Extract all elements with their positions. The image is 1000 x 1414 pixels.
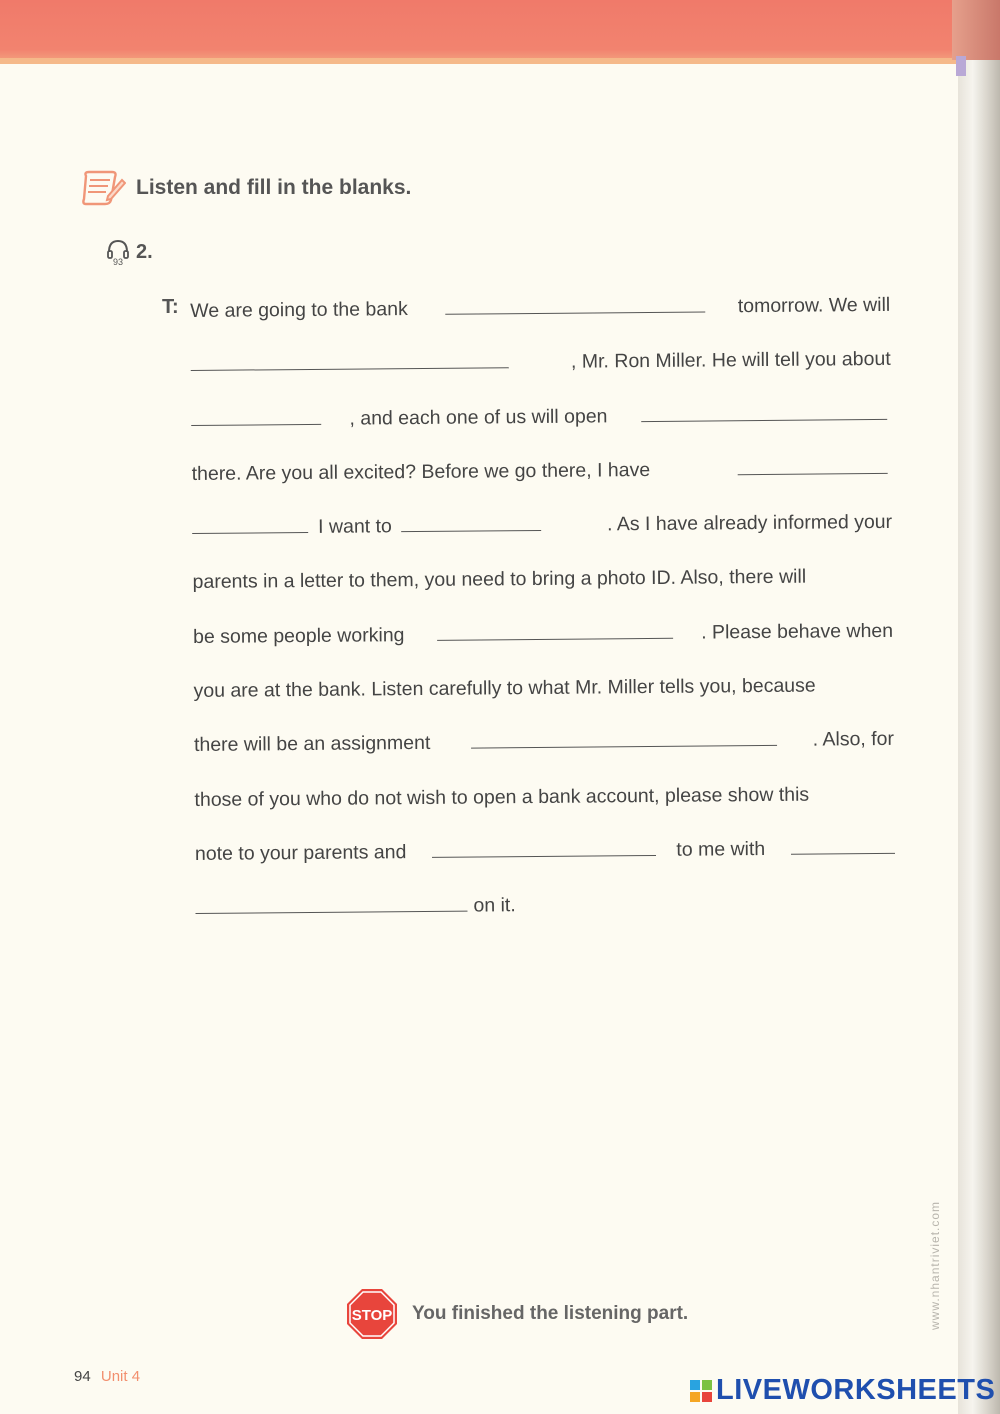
blank-6[interactable]: [192, 512, 308, 534]
text-segment: there will be an assignment: [193, 732, 436, 757]
page-edge-top: [952, 0, 1000, 60]
text-line: [192, 495, 892, 555]
text-line: [194, 712, 894, 772]
blank-3[interactable]: [191, 403, 321, 425]
text-segment: on it.: [473, 894, 516, 917]
text-line: [193, 658, 893, 718]
text-segment: . As I have already informed your: [606, 511, 893, 536]
speaker-label: T:: [162, 296, 179, 318]
text-segment: . Also, for: [812, 728, 895, 751]
unit-label: Unit 4: [100, 1368, 141, 1385]
blank-12[interactable]: [195, 891, 467, 914]
stop-text: You finished the listening part.: [412, 1303, 689, 1324]
text-segment: , and each one of us will open: [349, 404, 613, 430]
text-segment: be some people working: [192, 623, 410, 648]
brand-name: LIVEWORKSHEETS: [716, 1374, 996, 1406]
top-color-band: [0, 0, 1000, 62]
book-page-edge: [958, 0, 1000, 1414]
blank-11[interactable]: [791, 833, 895, 855]
text-segment: . Please behave when: [701, 619, 894, 644]
text-line: [191, 441, 891, 501]
headphones-icon: [106, 238, 130, 266]
blank-5[interactable]: [738, 453, 888, 475]
stop-notice: [346, 1288, 688, 1340]
exercise-heading: [80, 168, 411, 208]
text-segment: you are at the bank. Listen carefully to what Mr. Miller tells you, because: [193, 674, 816, 703]
text-segment: parents in a letter to them, you need to bring a photo ID. Also, there will: [192, 566, 807, 594]
text-segment: note to your parents and: [194, 841, 412, 865]
stop-sign-icon: [346, 1288, 398, 1340]
text-line: [190, 278, 890, 338]
item-number: [106, 238, 153, 266]
text-segment: there. Are you all excited? Before we go there, I have: [191, 458, 656, 485]
text-line: [192, 549, 892, 609]
blank-1[interactable]: [445, 292, 705, 315]
text-line: [195, 875, 895, 935]
track-number: 93: [112, 257, 124, 266]
text-segment: to me with: [676, 837, 771, 861]
text-line: [191, 386, 891, 446]
dialogue-text: [190, 278, 896, 936]
page-edge-tab: [956, 56, 966, 76]
top-band-stripe: [0, 58, 960, 64]
text-segment: tomorrow. We will: [737, 293, 891, 318]
text-line: [195, 821, 895, 881]
blank-8[interactable]: [437, 618, 673, 641]
text-segment: , Mr. Ron Miller. He will tell you about: [570, 348, 891, 373]
blank-2[interactable]: [191, 348, 509, 372]
page-footer: [74, 1368, 140, 1385]
heading-text: Listen and fill in the blanks.: [136, 176, 412, 199]
text-line: [194, 767, 894, 827]
blank-4[interactable]: [641, 399, 887, 422]
text-segment: We are going to the bank: [190, 298, 414, 322]
text-line: [190, 332, 890, 392]
blank-10[interactable]: [432, 835, 656, 858]
page-number: 94: [74, 1368, 91, 1385]
text-line: [193, 604, 893, 664]
stop-badge-text: STOP: [351, 1307, 393, 1324]
blank-9[interactable]: [471, 725, 777, 749]
blank-7[interactable]: [401, 510, 541, 532]
liveworksheets-logo-icon: [690, 1380, 712, 1402]
publisher-url: www.nhantriviet.com: [928, 1200, 942, 1330]
text-segment: those of you who do not wish to open a bank account, please show this: [194, 783, 810, 811]
liveworksheets-brand: [690, 1374, 995, 1407]
text-segment: I want to: [318, 515, 398, 539]
scroll-pencil-icon: [80, 168, 126, 208]
exercise-number: 2.: [136, 240, 153, 263]
